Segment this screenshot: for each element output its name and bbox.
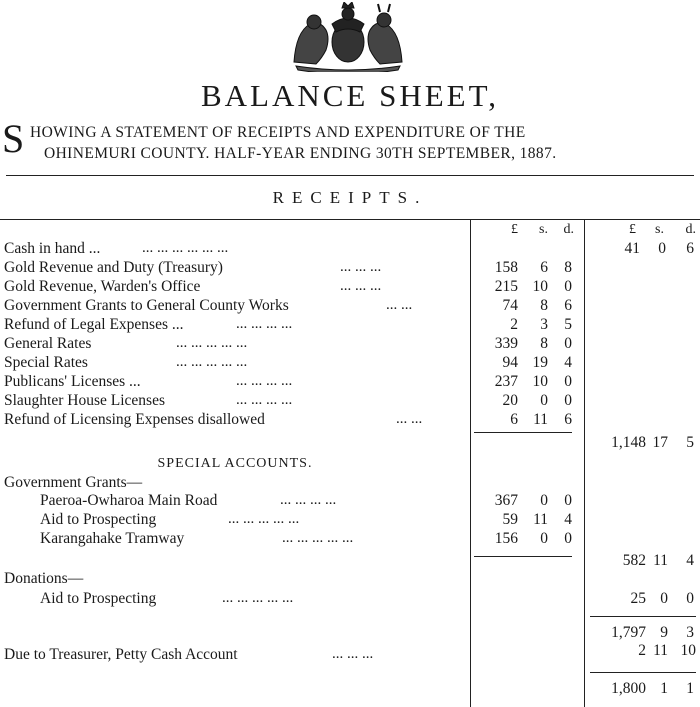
group-heading: Government Grants— bbox=[4, 474, 143, 491]
cell-pence: 0 bbox=[564, 392, 572, 409]
cell-pence: 0 bbox=[564, 492, 572, 509]
row-dots: ... ... bbox=[386, 297, 413, 313]
cell-shilling: 0 bbox=[540, 392, 548, 409]
header-pence-2: d. bbox=[685, 222, 696, 237]
sum-rule bbox=[474, 432, 572, 433]
row-desc: Karangahake Tramway bbox=[40, 530, 185, 547]
grand-total-shilling: 1 bbox=[660, 680, 668, 697]
row-desc: Refund of Legal Expenses ... bbox=[4, 316, 184, 333]
header-pence-1: d. bbox=[563, 222, 574, 237]
cell-pence: 0 bbox=[686, 590, 694, 607]
cell-pence: 0 bbox=[564, 335, 572, 352]
cell-pound: 2 bbox=[510, 316, 518, 333]
cell-pence: 4 bbox=[564, 354, 572, 371]
cell-pound: 367 bbox=[494, 492, 518, 509]
cell-shilling: 0 bbox=[540, 492, 548, 509]
cell-shilling: 11 bbox=[533, 411, 548, 428]
row-desc: Government Grants to General County Works bbox=[4, 297, 289, 314]
section-title: RECEIPTS. bbox=[272, 188, 428, 207]
subtotal-pound: 1,148 bbox=[611, 434, 646, 451]
row-desc: Refund of Licensing Expenses disallowed bbox=[4, 411, 265, 428]
cell-shilling: 10 bbox=[532, 373, 548, 390]
column-rule bbox=[584, 220, 585, 707]
grand-total-pound: 1,800 bbox=[611, 680, 646, 697]
cell-pound: 41 bbox=[624, 240, 640, 257]
row-dots: ... ... ... bbox=[340, 278, 382, 294]
cell-pence: 5 bbox=[564, 316, 572, 333]
row-dots: ... ... ... ... ... bbox=[222, 590, 294, 606]
cell-shilling: 0 bbox=[658, 240, 666, 257]
row-dots: ... ... ... ... ... bbox=[176, 335, 248, 351]
cell-pound: 215 bbox=[494, 278, 518, 295]
cell-pence: 0 bbox=[564, 530, 572, 547]
cell-pound: 94 bbox=[502, 354, 518, 371]
special-accounts-heading: SPECIAL ACCOUNTS. bbox=[157, 456, 313, 471]
coat-of-arms-icon bbox=[286, 2, 410, 72]
cell-shilling: 10 bbox=[532, 278, 548, 295]
subtitle-line-1: HOWING A STATEMENT OF RECEIPTS AND EXPENDITURE OF THE bbox=[30, 124, 526, 141]
row-desc: Aid to Prospecting bbox=[40, 590, 157, 607]
grand-total-pence: 1 bbox=[686, 680, 694, 697]
drop-cap: S bbox=[2, 116, 25, 161]
cell-pound: 59 bbox=[502, 511, 518, 528]
row-desc: Paeroa-Owharoa Main Road bbox=[40, 492, 218, 509]
subtotal-pence: 5 bbox=[686, 434, 694, 451]
cell-pound: 156 bbox=[494, 530, 518, 547]
total-pence: 3 bbox=[686, 624, 694, 641]
sum-rule bbox=[590, 616, 696, 617]
header-pound-1: £ bbox=[511, 222, 518, 237]
row-dots: ... ... ... ... bbox=[280, 492, 337, 508]
divider bbox=[0, 219, 700, 220]
cell-pound: 2 bbox=[638, 642, 646, 659]
row-dots: ... ... ... ... ... bbox=[228, 511, 300, 527]
page-title: BALANCE SHEET, bbox=[200, 78, 500, 113]
cell-pence: 6 bbox=[564, 411, 572, 428]
total-shilling: 9 bbox=[660, 624, 668, 641]
cell-pence: 10 bbox=[680, 642, 696, 659]
row-desc: Publicans' Licenses ... bbox=[4, 373, 141, 390]
group-heading: Donations— bbox=[4, 570, 84, 587]
subtotal-shilling: 11 bbox=[653, 552, 668, 569]
cell-pence: 0 bbox=[564, 278, 572, 295]
cell-pound: 158 bbox=[494, 259, 518, 276]
row-dots: ... ... ... ... ... bbox=[176, 354, 248, 370]
header-shilling-2: s. bbox=[655, 222, 664, 237]
cell-pound: 237 bbox=[494, 373, 518, 390]
row-desc: Gold Revenue and Duty (Treasury) bbox=[4, 259, 223, 276]
row-dots: ... ... ... ... bbox=[236, 373, 293, 389]
row-dots: ... ... ... ... ... ... bbox=[142, 240, 229, 256]
sum-rule bbox=[474, 556, 572, 557]
subtotal-pence: 4 bbox=[686, 552, 694, 569]
cell-pound: 74 bbox=[502, 297, 518, 314]
row-dots: ... ... ... ... ... bbox=[282, 530, 354, 546]
cell-shilling: 8 bbox=[540, 297, 548, 314]
total-pound: 1,797 bbox=[611, 624, 646, 641]
cell-shilling: 3 bbox=[540, 316, 548, 333]
subtotal-shilling: 17 bbox=[652, 434, 668, 451]
cell-shilling: 11 bbox=[653, 642, 668, 659]
divider bbox=[6, 175, 694, 176]
cell-pence: 8 bbox=[564, 259, 572, 276]
row-desc: Cash in hand ... bbox=[4, 240, 101, 257]
cell-pound: 6 bbox=[510, 411, 518, 428]
row-dots: ... ... ... ... bbox=[236, 392, 293, 408]
cell-pence: 6 bbox=[686, 240, 694, 257]
row-desc: Due to Treasurer, Petty Cash Account bbox=[4, 646, 238, 663]
row-desc: Special Rates bbox=[4, 354, 88, 371]
cell-pence: 0 bbox=[564, 373, 572, 390]
header-shilling-1: s. bbox=[539, 222, 548, 237]
row-desc: General Rates bbox=[4, 335, 92, 352]
cell-shilling: 19 bbox=[532, 354, 548, 371]
cell-shilling: 0 bbox=[660, 590, 668, 607]
cell-shilling: 8 bbox=[540, 335, 548, 352]
cell-shilling: 11 bbox=[533, 511, 548, 528]
row-desc: Gold Revenue, Warden's Office bbox=[4, 278, 201, 295]
cell-pound: 20 bbox=[502, 392, 518, 409]
row-dots: ... ... ... ... bbox=[236, 316, 293, 332]
cell-pound: 25 bbox=[630, 590, 646, 607]
row-desc: Aid to Prospecting bbox=[40, 511, 157, 528]
subtitle-line-2: OHINEMURI COUNTY. HALF-YEAR ENDING 30TH SEPTEMBER, 1887. bbox=[44, 145, 557, 162]
cell-shilling: 0 bbox=[540, 530, 548, 547]
cell-shilling: 6 bbox=[540, 259, 548, 276]
row-dots: ... ... ... bbox=[332, 646, 374, 662]
row-dots: ... ... ... bbox=[340, 259, 382, 275]
cell-pence: 6 bbox=[564, 297, 572, 314]
row-desc: Slaughter House Licenses bbox=[4, 392, 165, 409]
cell-pound: 339 bbox=[494, 335, 518, 352]
subtotal-pound: 582 bbox=[622, 552, 646, 569]
row-dots: ... ... bbox=[396, 411, 423, 427]
sum-rule bbox=[590, 672, 696, 673]
column-rule bbox=[470, 220, 471, 707]
cell-pence: 4 bbox=[564, 511, 572, 528]
header-pound-2: £ bbox=[629, 222, 636, 237]
